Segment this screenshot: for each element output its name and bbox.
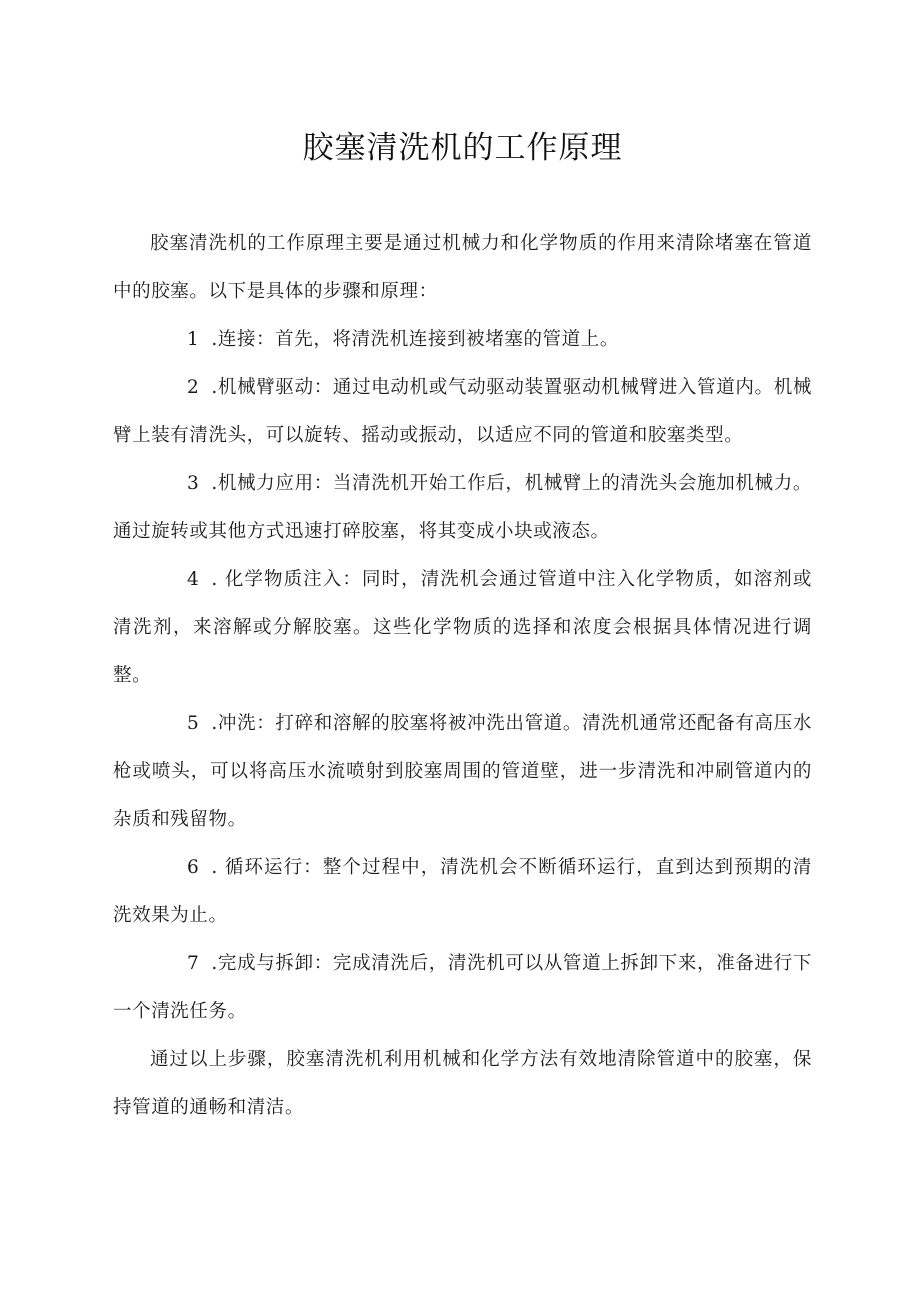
step-number: 5	[187, 713, 200, 734]
step-text: .机械臂驱动：通过电动机或气动驱动装置驱动机械臂进入管道内。机械臂上装有清洗头，可以旋转、摇动或振动，以适应不同的管道和胶塞类型。	[113, 377, 812, 446]
conclusion-paragraph: 通过以上步骤，胶塞清洗机利用机械和化学方法有效地清除管道中的胶塞，保持管道的通畅和清洁。	[113, 1049, 812, 1118]
step-text: .完成与拆卸：完成清洗后，清洗机可以从管道上拆卸下来，准备进行下一个清洗任务。	[113, 953, 812, 1022]
step-text: .冲洗：打碎和溶解的胶塞将被冲洗出管道。清洗机通常还配备有高压水枪或喷头，可以将高压水流喷射到胶塞周围的管道壁，进一步清洗和冲刷管道内的杂质和残留物。	[113, 713, 812, 830]
step-text: .机械力应用：当清洗机开始工作后，机械臂上的清洗头会施加机械力。通过旋转或其他方式迅速打碎胶塞，将其变成小块或液态。	[113, 473, 812, 542]
step-text: . 循环运行：整个过程中，清洗机会不断循环运行，直到达到预期的清洗效果为止。	[113, 857, 812, 926]
step-number: 1	[187, 329, 200, 350]
step-paragraph-3	[113, 460, 812, 556]
step-number: 4	[187, 569, 200, 590]
step-text: . 化学物质注入：同时，清洗机会通过管道中注入化学物质，如溶剂或清洗剂，来溶解或分解胶塞。这些化学物质的选择和浓度会根据具体情况进行调整。	[113, 569, 812, 686]
step-paragraph-2	[113, 364, 812, 460]
document-title: 胶塞清洗机的工作原理	[302, 130, 623, 166]
step-text: .连接：首先，将清洗机连接到被堵塞的管道上。	[211, 329, 619, 350]
step-paragraph-1	[113, 316, 812, 364]
step-number: 7	[187, 953, 200, 974]
step-number: 3	[187, 473, 200, 494]
step-paragraph-4	[113, 556, 812, 700]
step-paragraph-7	[113, 940, 812, 1036]
step-paragraph-6	[113, 844, 812, 940]
step-number: 2	[187, 377, 200, 398]
step-number: 6	[187, 857, 200, 878]
intro-paragraph: 胶塞清洗机的工作原理主要是通过机械力和化学物质的作用来清除堵塞在管道中的胶塞。以下是具体的步骤和原理：	[113, 233, 812, 302]
document-body	[113, 220, 812, 1132]
step-paragraph-5	[113, 700, 812, 844]
